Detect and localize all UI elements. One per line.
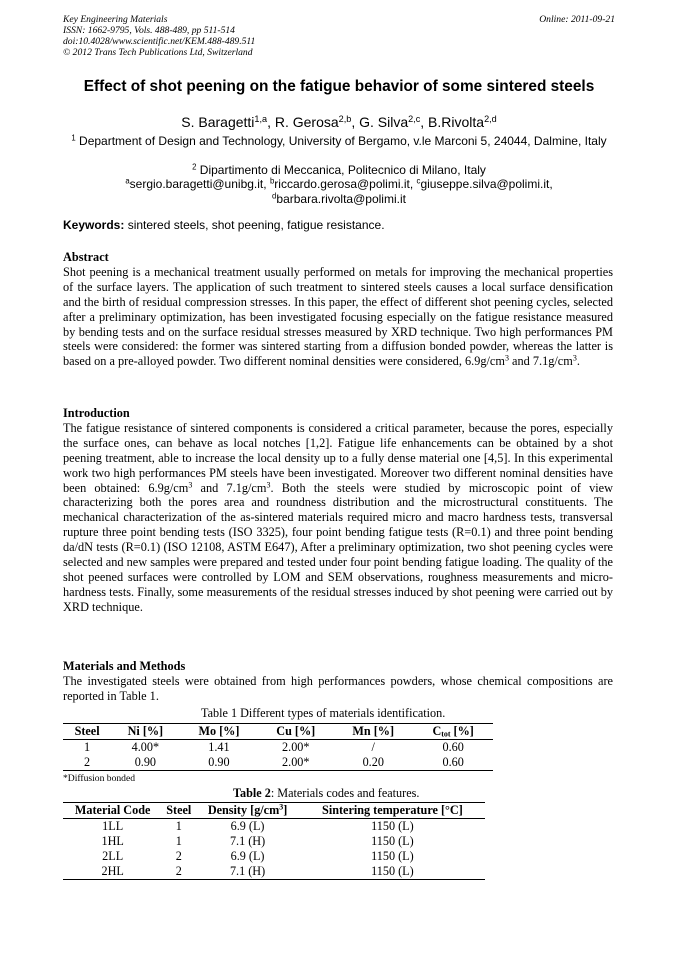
methods-heading: Materials and Methods xyxy=(63,659,186,673)
table-cell: 7.1 (H) xyxy=(229,864,266,878)
table-cell: 2 xyxy=(175,864,182,878)
table-header: Steel xyxy=(162,803,195,819)
table-header-row xyxy=(63,803,485,819)
table-cell: 7.1 (H) xyxy=(229,834,266,848)
table-cell: 1150 (L) xyxy=(371,849,414,863)
keywords-label: Keywords: xyxy=(63,218,125,232)
affiliation-text: Dipartimento di Meccanica, Politecnico di Milano, Italy xyxy=(199,163,486,177)
author-name: R. Gerosa xyxy=(274,114,339,130)
email-link[interactable]: barbara.rivolta@polimi.it xyxy=(276,191,406,206)
table-header: Material Code xyxy=(63,803,162,819)
introduction-heading: Introduction xyxy=(63,406,130,420)
table-header: Mo [%] xyxy=(180,724,259,740)
author-name: B.Rivolta xyxy=(428,114,485,130)
author-affil-sup: 2,c xyxy=(408,114,421,124)
table-row xyxy=(63,864,485,880)
table-header-row xyxy=(63,724,493,740)
email-list xyxy=(66,177,612,206)
table-cell: 6.9 (L) xyxy=(230,849,265,863)
table-cell: 1150 (L) xyxy=(371,819,414,833)
email-link[interactable]: sergio.baragetti@unibg.it, xyxy=(129,177,267,191)
table-header: Cu [%] xyxy=(258,724,333,740)
table-cell: 0.60 xyxy=(442,755,464,769)
table2-caption: Table 2: Materials codes and features. xyxy=(233,786,420,800)
doi-line: doi:10.4028/www.scientific.net/KEM.488-489.511 xyxy=(63,36,256,47)
affiliation-number: 2 xyxy=(192,162,197,172)
introduction-text: The fatigue resistance of sintered components is considered a critical parameter, because the pores, especially the surface ones, can behave as local notches [1,2]. Fatigue life enhancements can be obtained by a shot peening treatment, able to increase the local density up to a fully dense material one [4,5]. In this experimental work two high performances PM steels have been investigated. Moreover two different nominal densities have been obtained: $6.9g/cm^3$ and $7.1g/cm^3$. Both the steels were studied by microscopic point of view characterizing both the pores area and roundness distribution and the microstructural constituents. The mechanical characterization of the as-sintered materials required micro and macro hardness tests, transversal rupture three point bending tests (ISO 3325), four point bending fatigue tests (R=0.1) and three point bending da/dN tests (R=0.1) (ISO 12108, ASTM E647), After a preliminary optimization, two shot peening cycles were selected and new samples were prepared and tested under four point bending fatigue loading. The quality of the shot peened surfaces were controlled by LOM and SEM observations, roughness measurements and micro-hardness tests. Finally, some measurements of the residual stresses induced by shot peening were carried out by XRD technique. xyxy=(63,420,613,614)
affiliation-2 xyxy=(66,163,612,178)
table-cell: 1150 (L) xyxy=(371,834,414,848)
table-cell: 1HL xyxy=(101,834,124,848)
table-cell: 0.90 xyxy=(134,755,157,769)
table-header: Sintering temperature [°C] xyxy=(300,803,485,819)
table-cell: 2LL xyxy=(102,849,124,863)
journal-name: Key Engineering Materials xyxy=(63,14,168,25)
table-header: Density $[g/cm^3]$ xyxy=(195,803,300,819)
table-cell: 1150 (L) xyxy=(371,864,414,878)
table-row xyxy=(63,755,493,771)
author-affil-sup: 2,d xyxy=(484,114,497,124)
abstract-text: Shot peening is a mechanical treatment usually performed on metals for improving the mechanical properties of the surface layers. The application of such treatment to sintered steels causes a local surface densification and the birth of residual compression stresses. In this paper, the effect of different shot peening cycles, selected after a preliminary optimization, has been investigated focusing especially on the fatigue resistance measured by bending tests and on the surface residual stresses measured by XRD technique. Two high performances PM steels were considered: the former was sintered starting from a diffusion bonded powder, whereas the latter is based on a pre-alloyed powder. Two different nominal densities were considered, $6.9g/cm^3$ and $7.1g/cm^3$. xyxy=(63,264,613,369)
affiliation-1 xyxy=(66,134,612,149)
journal-header xyxy=(63,14,255,58)
table-row xyxy=(63,740,493,756)
table-cell: 2HL xyxy=(101,864,124,878)
table1-footnote: *Diffusion bonded xyxy=(63,773,136,784)
author-name: G. Silva xyxy=(359,114,409,130)
table-cell: 2.00* xyxy=(282,755,310,769)
table-header: Mn [%] xyxy=(333,724,413,740)
table-row xyxy=(63,819,485,835)
table-cell: 4.00* xyxy=(131,740,160,754)
table-cell: 1 xyxy=(175,834,182,848)
email-sup: a xyxy=(125,176,130,186)
table-1 xyxy=(63,723,493,771)
affiliation-text: Department of Design and Technology, University of Bergamo, v.le Marconi 5, 24044, Dalmine, Italy xyxy=(79,134,607,148)
email-sup: b xyxy=(269,176,275,186)
paper-title: Effect of shot peening on the fatigue behavior of some sintered steels xyxy=(83,78,595,95)
table-cell: 1 xyxy=(175,819,182,833)
affiliation-number: 1 xyxy=(71,133,76,143)
email-link[interactable]: giuseppe.silva@polimi.it, xyxy=(420,177,553,191)
table-cell: 0.20 xyxy=(362,755,384,769)
methods-section xyxy=(63,659,613,704)
table-header: Ni [%] xyxy=(111,724,179,740)
table-cell: 2 xyxy=(84,755,91,769)
author-affil-sup: 2,b xyxy=(338,114,352,124)
email-link[interactable]: riccardo.gerosa@polimi.it, xyxy=(274,177,414,191)
table-cell: 1 xyxy=(84,740,91,754)
table-row xyxy=(63,849,485,864)
table-cell: 2.00* xyxy=(282,740,310,754)
email-sup: d xyxy=(272,191,277,201)
table-cell: 6.9 (L) xyxy=(230,819,265,833)
table-cell: / xyxy=(371,740,375,754)
table-cell: 1.41 xyxy=(208,740,230,754)
table-cell: 2 xyxy=(175,849,182,863)
online-date: Online: 2011-09-21 xyxy=(539,14,615,25)
table-cell: 0.90 xyxy=(208,755,230,769)
author-affil-sup: 1,a xyxy=(254,114,268,124)
table-cell: 1LL xyxy=(102,819,124,833)
introduction-section xyxy=(63,406,613,615)
table-header: $C_{tot}$ [%] xyxy=(413,724,493,740)
table-cell: 0.60 xyxy=(442,740,464,754)
copyright-line: © 2012 Trans Tech Publications Ltd, Switzerland xyxy=(63,47,253,58)
table1-caption: Table 1 Different types of materials identification. xyxy=(201,706,446,720)
keywords-text: sintered steels, shot peening, fatigue resistance. xyxy=(127,218,385,232)
email-sup: c xyxy=(416,176,421,186)
author-name: S. Baragetti xyxy=(181,114,255,130)
table-row xyxy=(63,834,485,849)
table-header: Steel xyxy=(63,724,111,740)
abstract-heading: Abstract xyxy=(63,250,109,264)
keywords xyxy=(63,218,385,232)
table-2 xyxy=(63,802,485,880)
abstract-section xyxy=(63,250,613,369)
methods-text: The investigated steels were obtained from high performances powders, whose chemical compositions are reported in Table 1. xyxy=(63,673,613,703)
author-list: S. Baragetti$^{1,a}$, R. Gerosa$^{2,b}$, G. Silva$^{2,c}$, B.Rivolta$^{2,d}$ xyxy=(181,114,497,130)
issn-line: ISSN: 1662-9795, Vols. 488-489, pp 511-514 xyxy=(63,25,235,36)
